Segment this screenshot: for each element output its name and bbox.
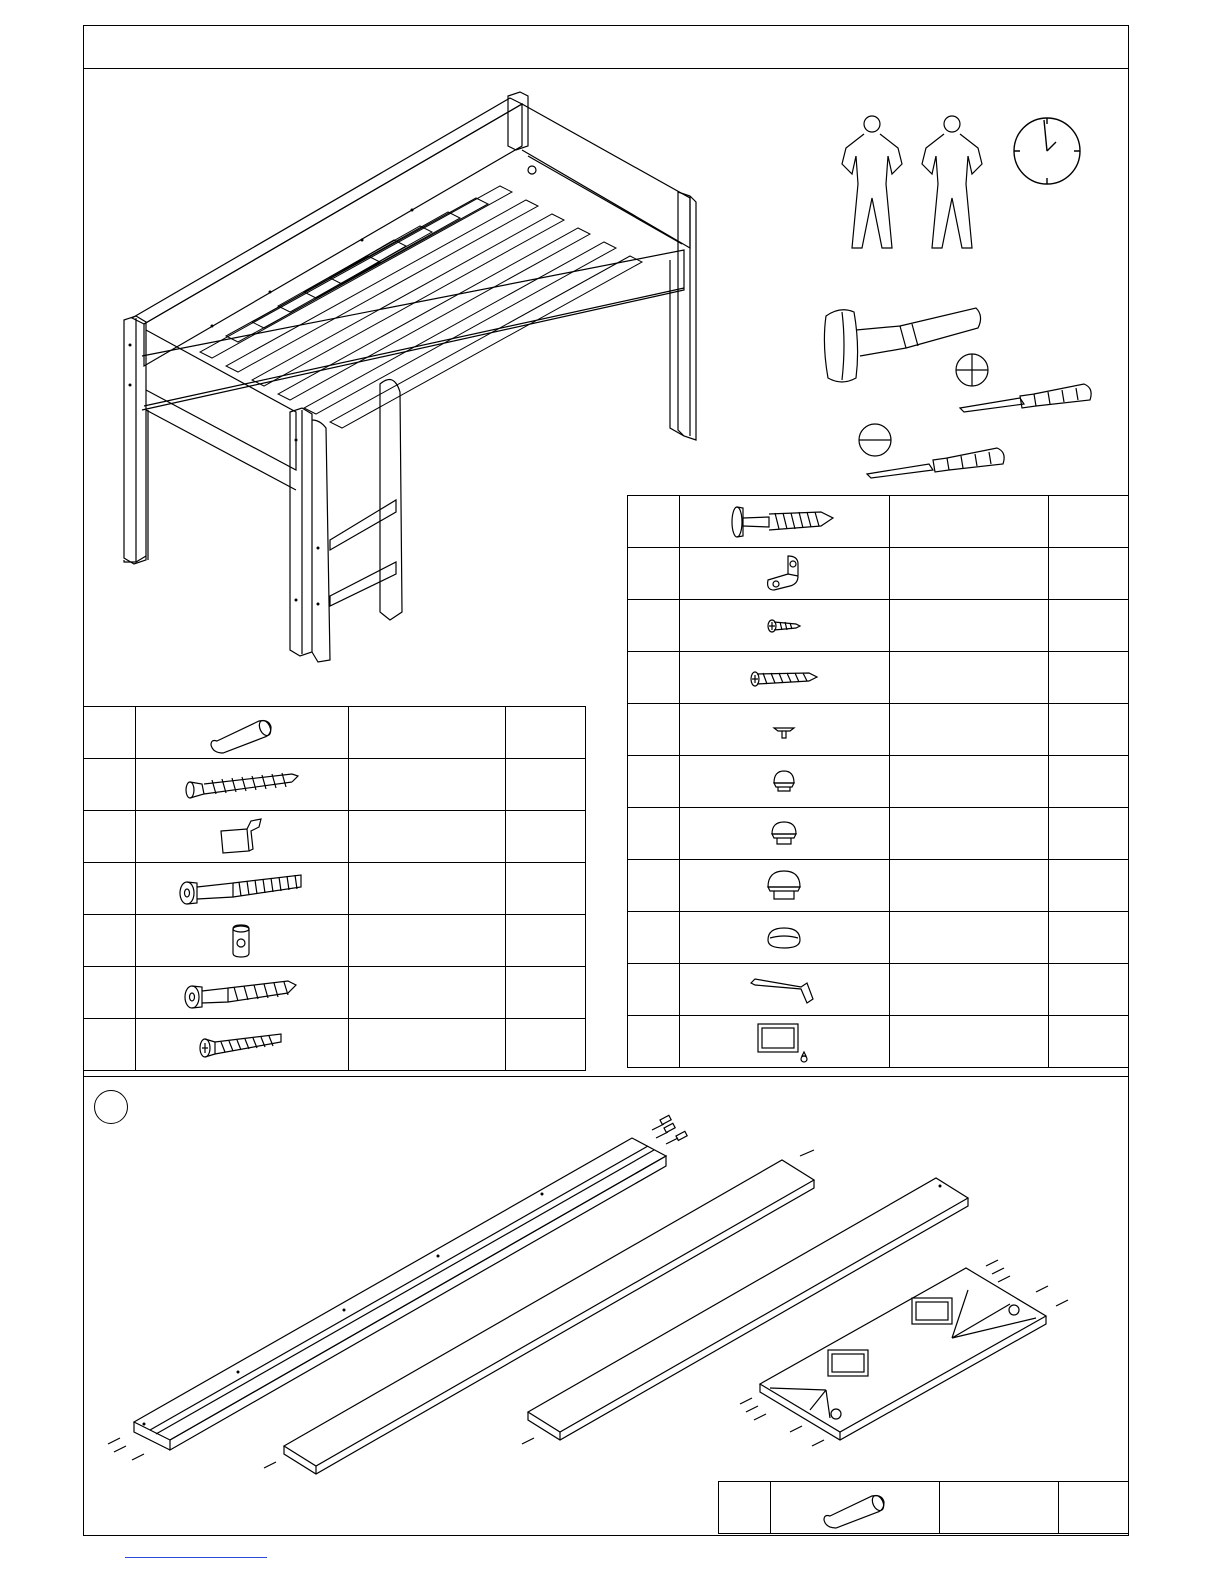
part-icon-cell [770, 1482, 939, 1534]
part-letter [719, 1482, 771, 1534]
parts-table-step [718, 1481, 1129, 1534]
part-qty [1059, 1482, 1129, 1534]
table-row [719, 1482, 1129, 1534]
part-code [939, 1482, 1059, 1534]
footer-link-line [125, 1557, 267, 1558]
wooden-dowel-icon [820, 1488, 890, 1528]
